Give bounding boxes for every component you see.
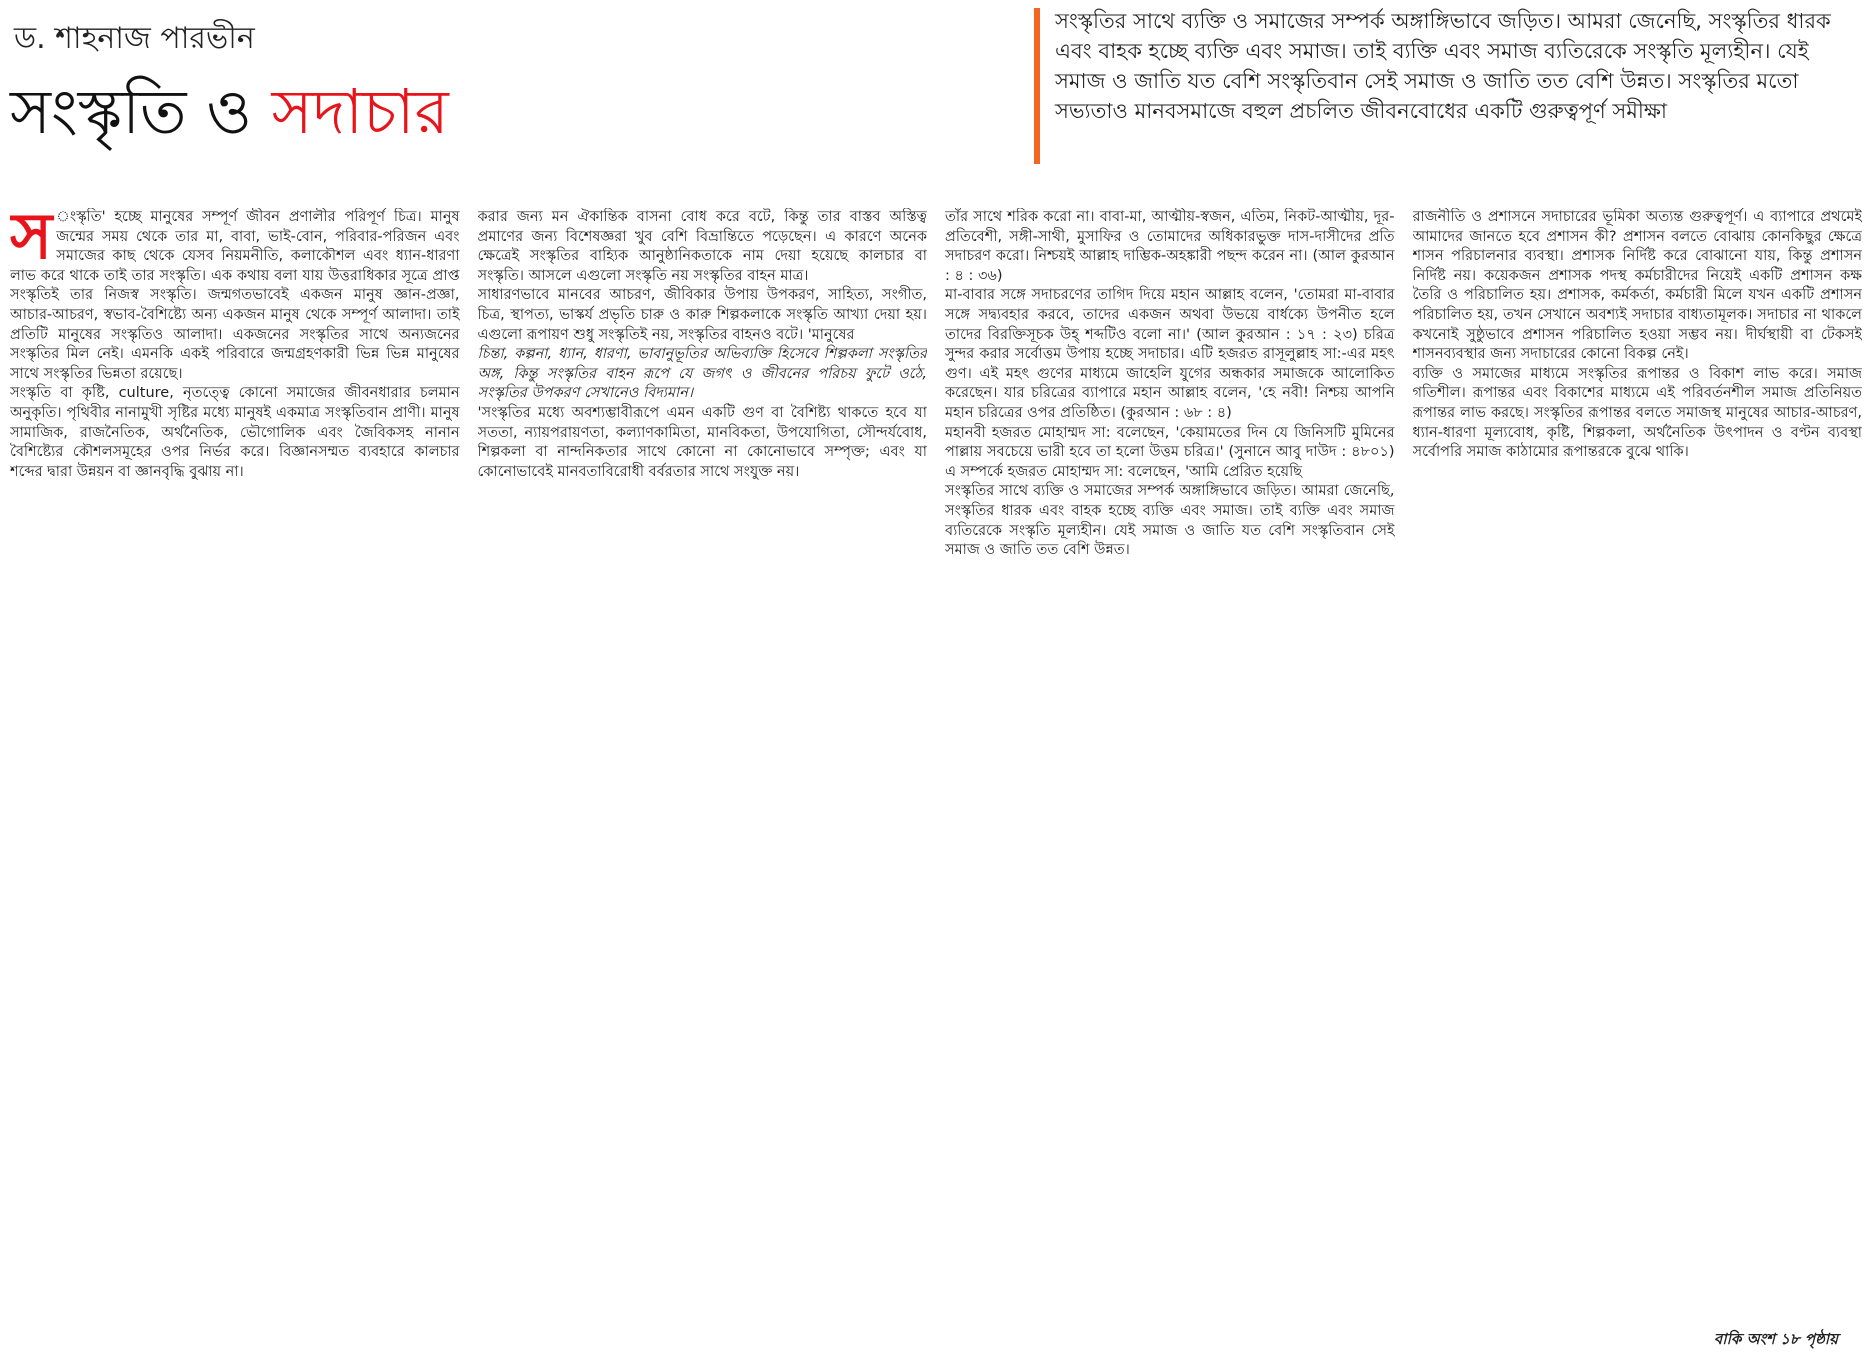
paragraph: ংস্কৃতি' হচ্ছে মানুষের সম্পূর্ণ জীবন প্রণালীর পরিপূর্ণ চিত্র। মানুষ জন্মের সময় থেকে তার মা, বাবা, ভাই-বোন, পরিবার-পরিজন এবং সমাজের কাছ থেকে যেসব নিয়মনীতি, কলাকৌশল এবং ধ্যান-ধারণা লাভ করে থাকে তাই তার সংস্কৃতি। এক কথায় বলা যায় উত্তরাধিকার সূত্রে প্রাপ্ত সংস্কৃতিই তার নিজস্ব সংস্কৃতি। জন্মগতভাবেই একজন মানুষ জ্ঞান-প্রজ্ঞা, আচার-আচরণ, স্বভাব-বৈশিষ্ট্যে অন্য একজন মানুষ থেকে সম্পূর্ণ আলাদা। তাই প্রতিটি মানুষের সংস্কৃতিও আলাদা। একজনের সংস্কৃতির সাথে অন্যজনের সংস্কৃতির মিল নেই। এমনকি একই পরিবারে জন্মগ্রহণকারী ভিন্ন ভিন্ন মানুষের সাথে সংস্কৃতির ভিন্নতা রয়েছে। [10,209,460,382]
title-part-2: সদাচার [271,75,449,148]
pull-quote: সংস্কৃতির সাথে ব্যক্তি ও সমাজের সম্পর্ক অঙ্গাঙ্গিভাবে জড়িত। আমরা জেনেছি, সংস্কৃতির ধারক এবং বাহক হচ্ছে ব্যক্তি এবং সমাজ। তাই ব্যক্তি এবং সমাজ ব্যতিরেকে সংস্কৃতি মূল্যহীন। যেই সমাজ ও জাতি যত বেশি সংস্কৃতিবান সেই সমাজ ও জাতি তত বেশি উন্নত। সংস্কৃতির মতো সভ্যতাও মানবসমাজে বহুল প্রচলিত জীবনবোধের একটি গুরুত্বপূর্ণ সমীক্ষা [1055,9,1831,123]
article-body [10,208,1862,1318]
paragraph: 'সংস্কৃতির মধ্যে অবশ্যম্ভাবীরূপে এমন একটি গুণ বা বৈশিষ্ট্য থাকতে হবে যা সততা, ন্যায়পরায়ণতা, কল্যাণকামিতা, মানবিকতা, উপযোগিতা, সৌন্দর্যবোধ, শিল্পকলা বা নান্দনিকতার সাথে কোনো না কোনোভাবে সম্পৃক্ত; এবং যা কোনোভাবেই মানবতাবিরোধী বর্বরতার সাথে সংযুক্ত নয়। [477,404,927,480]
title-part-1: সংস্কৃতি ও [10,75,252,148]
paragraph: করার জন্য মন ঐকান্তিক বাসনা বোধ করে বটে, কিন্তু তার বাস্তব অস্তিত্ব প্রমাণের জন্য বিশেষজ্ঞরা খুব বেশি বিভ্রান্তিতে পড়েছেন। এ কারণে অনেক ক্ষেত্রেই সংস্কৃতির বাহ্যিক আনুষ্ঠানিকতাকে নাম দেয়া হয়েছে কালচার বা সংস্কৃতি। আসলে এগুলো সংস্কৃতি নয় সংস্কৃতির বাহন মাত্র। [477,209,927,284]
column-1 [10,208,460,1318]
paragraph: সংস্কৃতির সাথে ব্যক্তি ও সমাজের সম্পর্ক অঙ্গাঙ্গিভাবে জড়িত। আমরা জেনেছি, সংস্কৃতির ধারক এবং বাহক হচ্ছে ব্যক্তি এবং সমাজ। তাই ব্যক্তি এবং সমাজ ব্যতিরেকে সংস্কৃতি মূল্যহীন। যেই সমাজ ও জাতি যত বেশি সংস্কৃতিবান সেই সমাজ ও জাতি তত বেশি উন্নত। [945,483,1395,559]
column-2 [478,208,928,1318]
article-title [10,72,449,152]
pull-quote-bar [1034,8,1040,164]
paragraph: ব্যক্তি ও সমাজের মাধ্যমে সংস্কৃতির রূপান্তর ও বিকাশ লাভ করে। সমাজ গতিশীল। রূপান্তর এবং বিকাশের মাধ্যমে এই পরিবর্তনশীল সমাজ প্রতিনিয়ত রূপান্তর লাভ করছে। সংস্কৃতির রূপান্তর বলতে সমাজস্থ মানুষের আচার-আচরণ, ধ্যান-ধারণা মূল্যবোধ, কৃষ্টি, শিল্পকলা, অর্থনৈতিক উৎপাদন ও বণ্টন ব্যবস্থা সর্বোপরি সমাজ কাঠামোর রূপান্তরকে বুঝে থাকি। [1412,365,1862,461]
paragraph: রাজনীতি ও প্রশাসনে সদাচারের ভূমিকা অত্যন্ত গুরুত্বপূর্ণ। এ ব্যাপারে প্রথমেই আমাদের জানতে হবে প্রশাসন কী? প্রশাসন বলতে বোঝায় কোনকিছুর ক্ষেত্রে শাসন পরিচালনার ব্যবস্থা। প্রশাসক নির্দিষ্ট করে বোঝানো যায়, কিন্তু প্রশাসন নির্দিষ্ট নয়। কয়েকজন প্রশাসক পদস্থ কর্মচারীদের নিয়েই একটি প্রশাসন কক্ষ তৈরি ও পরিচালিত হয়। প্রশাসক, কর্মকর্তা, কর্মচারী মিলে যখন একটি প্রশাসন পরিচালিত হয়, তখন সেখানে অবশ্যই সদাচার বাধ্যতামূলক। সদাচার না থাকলে কখনোই সুষ্ঠুভাবে প্রশাসন পরিচালিত হওয়া সম্ভব নয়। দীর্ঘস্থায়ী বা টেকসই শাসনব্যবস্থার জন্য সদাচারের কোনো বিকল্প নেই। [1412,209,1862,363]
paragraph: সংস্কৃতি বা কৃষ্টি, culture, নৃতত্ত্বে কোনো সমাজের জীবনধারার চলমান অনুকৃতি। পৃথিবীর নানামুখী সৃষ্টির মধ্যে মানুষই একমাত্র সংস্কৃতিবান প্রাণী। মানুষ সামাজিক, রাজনৈতিক, অর্থনৈতিক, ভৌগোলিক এবং জৈবিকসহ নানান বৈশিষ্ট্যের কৌশলসমূহের ওপর নির্ভর করে। বিজ্ঞানসম্মত ব্যবহারে কালচার শব্দের দ্বারা উন্নয়ন বা জ্ঞানবৃদ্ধি বুঝায় না। [10,385,460,480]
column-4 [1413,208,1863,1318]
author-byline: ড. শাহনাজ পারভীন [14,21,255,56]
paragraph: মহানবী হজরত মোহাম্মদ সা: বলেছেন, 'কেয়ামতের দিন যে জিনিসটি মুমিনের পাল্লায় সবচেয়ে ভারী হবে তা হলো উত্তম চরিত্র।' (সুনানে আবু দাউদ : ৪৮০১) এ সম্পর্কে হজরত মোহাম্মদ সা: বলেছেন, 'আমি প্রেরিত হয়েছি [945,424,1395,480]
paragraph: মা-বাবার সঙ্গে সদাচরণের তাগিদ দিয়ে মহান আল্লাহ বলেন, 'তোমরা মা-বাবার সঙ্গে সদ্ব্যবহার করবে, তাদের একজন অথবা উভয়ে বার্ধক্যে উপনীত হলে তাদের বিরক্তিসূচক উহ্ শব্দটিও বলো না।' (আল কুরআন : ১৭ : ২৩) চরিত্র সুন্দর করার সর্বোত্তম উপায় হচ্ছে সদাচার। এটি হজরত রাসূলুল্লাহ সা:-এর মহৎ গুণ। এই মহৎ গুণের মাধ্যমে জাহেলি যুগের অন্ধকার সমাজকে আলোকিত করেছেন। যার চরিত্রের ব্যাপারে মহান আল্লাহ বলেন, 'হে নবী! নিশ্চয় আপনি মহান চরিত্রের ওপর প্রতিষ্ঠিত। (কুরআন : ৬৮ : ৪) [945,287,1395,421]
paragraph: তাঁর সাথে শরিক করো না। বাবা-মা, আত্মীয়-স্বজন, এতিম, নিকট-আত্মীয়, দূর-প্রতিবেশী, সঙ্গী-সাথী, মুসাফির ও তোমাদের অধিকারভুক্ত দাস-দাসীদের প্রতি সদাচরণ করো। নিশ্চয়ই আল্লাহ দাম্ভিক-অহঙ্কারী পছন্দ করেন না। (আল কুরআন : ৪ : ৩৬) [945,209,1395,284]
paragraph: সাধারণভাবে মানবের আচরণ, জীবিকার উপায় উপকরণ, সাহিত্য, সংগীত, চিত্র, স্থাপত্য, ভাস্কর্য প্রভৃতি চারু ও কারু শিল্পকলাকে সংস্কৃতি আখ্যা দেয়া হয়। এগুলো রূপায়ণ শুধু সংস্কৃতিই নয়, সংস্কৃতির বাহনও বটে। 'মানুষের [477,287,927,343]
column-3 [945,208,1395,1318]
paragraph: চিন্তা, কল্পনা, ধ্যান, ধারণা, ভাবানুভূতির অভিব্যক্তি হিসেবে শিল্পকলা সংস্কৃতির অঙ্গ, কিন্তু সংস্কৃতির বাহন রূপে যে জগৎ ও জীবনের পরিচয় ফুটে ওঠে, সংস্কৃতির উপকরণ সেখানেও বিদ্যমান। [477,346,927,402]
drop-cap: স [10,208,53,274]
continued-on-page-note: বাকি অংশ ১৮ পৃষ্ঠায় [1713,1330,1838,1348]
